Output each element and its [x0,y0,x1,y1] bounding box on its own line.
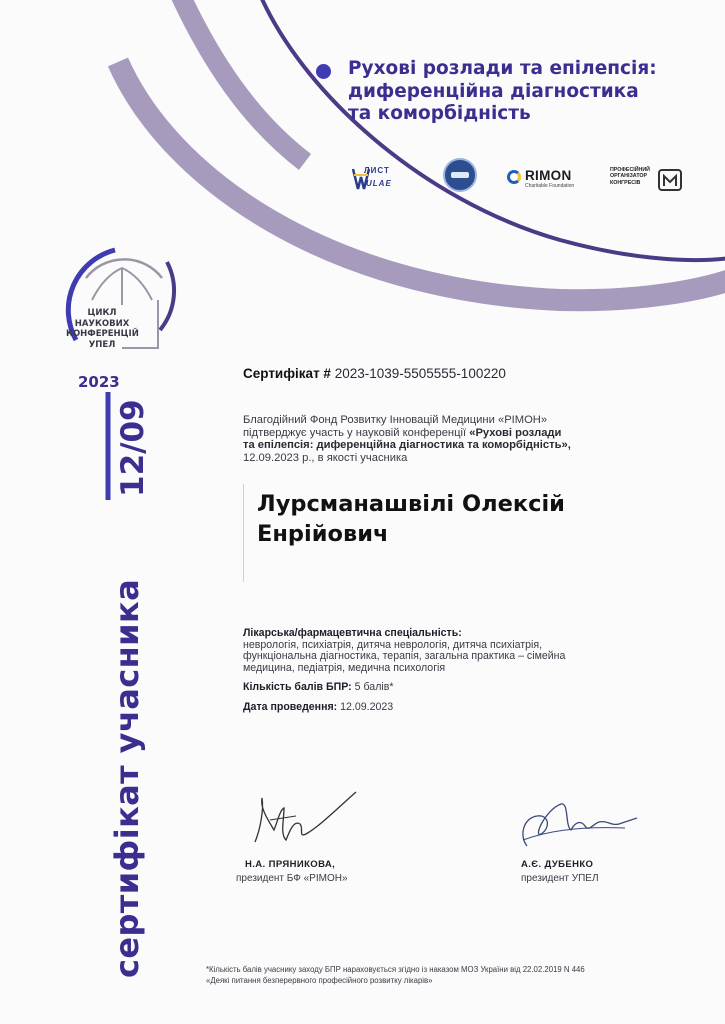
points-row [243,682,663,694]
specialty-line: функціональна діагностика, терапія, загальна практика – сімейна [243,650,566,663]
left-signatory-position: президент БФ «РІМОН» [236,873,348,884]
conference-series-label [66,308,138,350]
participant-name [257,489,657,549]
intro-line [243,439,643,452]
left-signatory-name: Н.А. ПРЯНИКОВА, [245,859,336,870]
conference-title-line: та коморбідність [348,103,531,124]
participant-name-line: Лурсманашвілі Олексій [257,491,565,517]
intro-conference-name-cont: та епілепсія: диференційна діагностика та коморбідність», [243,439,571,451]
upel-seal-logo [443,158,477,192]
certificate-number [243,366,506,381]
series-line: КОНФЕРЕНЦІЙ [66,329,139,339]
rimon-logo-subtitle: Charitable Foundation [525,183,575,189]
footnote-line: «Деякі питання безперервного професійного розвитку лікарів» [206,975,433,985]
left-signature [250,790,360,852]
certificate-details [243,628,663,714]
ulae-logo-bottom-text: ULAE [366,179,392,188]
footnote-line: *Кількість балів учаснику заходу БПР нараховується згідно із наказом МОЗ України від 22.02.2019 N 446 [206,965,585,974]
participant-name-line: Енрійович [257,521,389,547]
points-value: 5 балів* [354,681,394,694]
ulae-logo [352,165,410,193]
series-line: УПЕЛ [88,339,116,350]
participant-divider [243,484,244,582]
organizer-logo-text [610,167,660,186]
ulae-logo-top-text: ЛИСТ [364,166,390,175]
certificate-number-label: Сертифікат # [243,366,331,381]
intro-line: Благодійний Фонд Розвитку Інновацій Медицини «РІМОН» [243,414,548,426]
certificate-number-value: 2023-1039-5505555-100220 [334,366,506,381]
conference-title [348,58,708,126]
rimon-logo-name: RIMON [525,168,572,183]
conference-title-line: диференційна діагностика [348,80,639,102]
intro-line [243,427,643,440]
event-date-label: Дата проведення: [243,700,338,713]
series-line: НАУКОВИХ [74,318,130,329]
right-signature [515,796,640,858]
rimon-ring-icon [507,170,521,184]
organizer-line: ОРГАНІЗАТОР [610,173,648,180]
event-date-value: 12.09.2023 [340,700,394,713]
intro-line-text: підтверджує участь у науковій конференції [243,426,467,439]
points-label: Кількість балів БПР: [243,681,352,694]
event-date-vertical: 12/09 [115,399,151,497]
right-signatory-position: президент УПЕЛ [521,873,599,884]
certificate-intro [243,414,643,464]
conference-title-line: Рухові розлади та епілепсія: [348,58,657,79]
organizer-logo-icon [657,164,683,192]
series-year: 2023 [78,373,120,391]
specialty-line: медицина, педіатрія, медична психологія [243,661,446,674]
specialty-line: неврологія, психіатрія, дитяча неврологія, дитяча психіатрія, [243,638,543,651]
event-date-row [243,702,663,714]
rimon-logo [507,166,597,192]
specialty-label: Лікарська/фармацевтична спеціальність: [243,627,462,639]
right-signatory-name: А.Є. ДУБЕНКО [521,859,594,870]
footnote [206,965,706,986]
organizer-line: ПРОФЕСІЙНИЙ [610,167,650,173]
series-line: ЦИКЛ [87,308,117,318]
organizer-line: КОНГРЕСІВ [610,179,641,186]
certificate-type-vertical: сертифікат учасника [108,578,146,978]
intro-line: 12.09.2023 р., в якості учасника [243,451,408,464]
intro-conference-name: «Рухові розлади [469,426,562,439]
title-bullet-icon [316,64,331,79]
